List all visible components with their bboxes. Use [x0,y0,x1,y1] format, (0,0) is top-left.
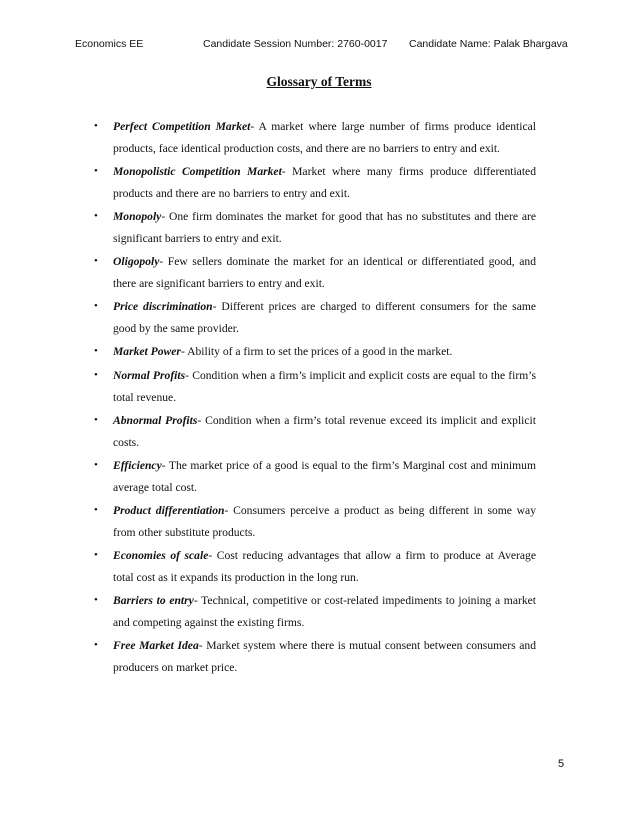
bullet-icon: • [94,549,98,562]
glossary-item [94,206,536,250]
header-session-number: Candidate Session Number: 2760-0017 [203,38,388,50]
glossary-term: Oligopoly [113,255,160,269]
glossary-item [94,455,536,499]
term-separator: - [197,413,206,427]
term-separator: - [208,549,217,563]
page-header [75,38,575,54]
glossary-term: Price discrimination [113,300,213,314]
glossary-definition: Consumers perceive a product as being different in some way from other substitute products. [113,504,536,539]
glossary-item [94,590,536,634]
bullet-icon: • [94,120,98,132]
bullet-icon: • [94,210,98,223]
glossary-item [94,296,536,340]
glossary-term: Monopoly [113,210,162,224]
term-separator: - [185,368,193,382]
glossary-item [94,251,536,295]
term-separator: - [250,120,259,133]
bullet-icon: • [94,594,98,607]
glossary-definition: Market where many firms produce differentiated products and there are no barriers to entry and exit. [113,165,536,200]
glossary-item [94,365,536,409]
glossary-definition: A market where large number of firms produce identical products, face identical production costs, and there are no barriers to entry and exit. [113,120,537,155]
page-number: 5 [558,758,565,770]
term-separator: - [161,210,169,224]
bullet-icon: • [94,458,98,471]
glossary-term: Product differentiation [113,504,225,518]
term-separator: - [198,639,207,653]
glossary-item [94,500,536,544]
term-separator: - [159,255,168,269]
glossary-term: Abnormal Profits [113,413,198,427]
glossary-definition: Condition when a firm’s implicit and explicit costs are equal to the firm’s total revenue. [113,368,536,404]
glossary-item [94,635,536,679]
glossary-definition: Cost reducing advantages that allow a firm to produce at Average total cost as it expands its production in the long run. [113,549,536,584]
term-separator: - [161,458,169,472]
glossary-definition: Few sellers dominate the market for an identical or differentiated good, and there are significant barriers to entry and exit. [113,255,536,291]
glossary-term: Efficiency [113,458,162,472]
glossary-definition: One firm dominates the market for good that has no substitutes and there are significant barriers to entry and exit. [113,210,537,245]
glossary-term: Economies of scale [113,549,209,563]
bullet-icon: • [94,368,98,381]
glossary-definition: The market price of a good is equal to the firm’s Marginal cost and minimum average total cost. [113,458,536,494]
glossary-item [94,410,536,454]
page-title: Glossary of Terms [266,74,372,89]
bullet-icon: • [94,504,98,517]
glossary-term: Free Market Idea [113,639,199,653]
glossary-list [94,116,536,680]
bullet-icon: • [94,255,98,268]
term-separator: - [180,345,188,359]
glossary-item [94,116,536,160]
bullet-icon: • [94,165,98,178]
glossary-definition: Condition when a firm’s total revenue exceed its implicit and explicit costs. [113,413,536,449]
glossary-item [94,341,536,363]
glossary-definition: Market system where there is mutual consent between consumers and producers on market price. [113,639,536,675]
term-separator: - [281,165,293,179]
term-separator: - [212,300,222,314]
glossary-item [94,545,536,589]
glossary-item [94,161,536,205]
term-separator: - [224,504,234,518]
bullet-icon: • [94,345,98,358]
glossary-definition: Different prices are charged to different consumers for the same good by the same provider. [113,300,537,336]
bullet-icon: • [94,413,98,426]
bullet-icon: • [94,639,98,652]
glossary-term: Normal Profits [113,368,186,382]
bullet-icon: • [94,300,98,313]
glossary-term: Barriers to entry [113,594,194,608]
glossary-definition: Ability of a firm to set the prices of a good in the market. [187,345,453,359]
header-course: Economics EE [75,38,144,50]
glossary-term: Monopolistic Competition Market [113,165,282,179]
glossary-term: Market Power [113,345,181,359]
glossary-definition: Technical, competitive or cost-related impediments to joining a market and competing against the existing firms. [113,594,536,630]
glossary-term: Perfect Competition Market [113,120,251,133]
header-candidate-name: Candidate Name: Palak Bhargava [409,38,568,50]
term-separator: - [193,594,202,608]
